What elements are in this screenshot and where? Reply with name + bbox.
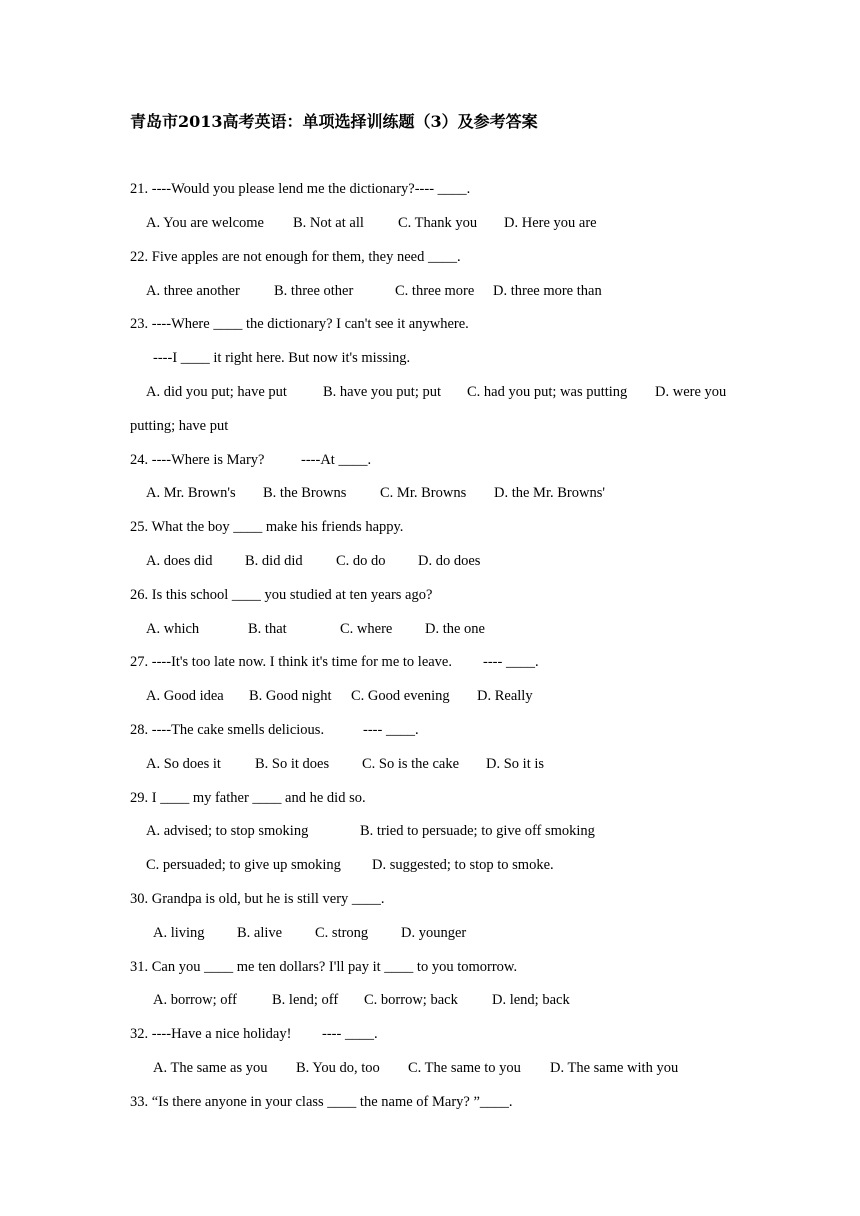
question-21-option-a: A. You are welcome bbox=[146, 215, 264, 231]
question-24-option-c: C. Mr. Browns bbox=[380, 485, 467, 501]
question-24-stem: 24. ----Where is Mary? bbox=[130, 452, 265, 468]
question-26-option-d: D. the one bbox=[425, 621, 485, 637]
question-25-stem: 25. What the boy ____ make his friends happy. bbox=[130, 519, 404, 535]
question-31-option-d: D. lend; back bbox=[492, 992, 570, 1008]
question-23-option-a: A. did you put; have put bbox=[146, 384, 287, 400]
question-27-stem: 27. ----It's too late now. I think it's time for me to leave. bbox=[130, 654, 452, 670]
question-22-option-a: A. three another bbox=[146, 283, 240, 299]
question-25-option-d: D. do does bbox=[418, 553, 481, 569]
question-27-option-c: C. Good evening bbox=[351, 688, 450, 704]
question-28-stem: 28. ----The cake smells delicious. bbox=[130, 722, 325, 738]
question-30-option-d: D. younger bbox=[401, 925, 467, 941]
question-24-stem-response: ----At ____. bbox=[301, 452, 372, 468]
question-23-option-d-continued: putting; have put bbox=[130, 418, 229, 434]
question-25-option-a: A. does did bbox=[146, 553, 213, 569]
question-28-option-a: A. So does it bbox=[146, 756, 221, 772]
question-29-option-d: D. suggested; to stop to smoke. bbox=[372, 857, 554, 873]
question-32-stem: 32. ----Have a nice holiday! bbox=[130, 1026, 292, 1042]
question-29-option-a: A. advised; to stop smoking bbox=[146, 823, 309, 839]
question-28-option-d: D. So it is bbox=[486, 756, 545, 772]
question-27-option-d: D. Really bbox=[477, 688, 533, 704]
question-25-option-b: B. did did bbox=[245, 553, 303, 569]
question-21-option-b: B. Not at all bbox=[293, 215, 364, 231]
question-28-option-b: B. So it does bbox=[255, 756, 330, 772]
question-24-option-a: A. Mr. Brown's bbox=[146, 485, 236, 501]
question-32-option-d: D. The same with you bbox=[550, 1060, 679, 1076]
question-27-option-a: A. Good idea bbox=[146, 688, 224, 704]
question-31-option-b: B. lend; off bbox=[272, 992, 339, 1008]
question-28-stem-response: ---- ____. bbox=[363, 722, 419, 738]
question-26-option-b: B. that bbox=[248, 621, 287, 637]
question-23-stem: 23. ----Where ____ the dictionary? I can't see it anywhere. bbox=[130, 316, 469, 332]
question-24-option-d: D. the Mr. Browns' bbox=[494, 485, 605, 501]
question-32-option-a: A. The same as you bbox=[153, 1060, 268, 1076]
question-21-option-c: C. Thank you bbox=[398, 215, 478, 231]
question-22-stem: 22. Five apples are not enough for them, they need ____. bbox=[130, 249, 461, 265]
question-28-option-c: C. So is the cake bbox=[362, 756, 460, 772]
question-32-stem-response: ---- ____. bbox=[322, 1026, 378, 1042]
question-27-stem-response: ---- ____. bbox=[483, 654, 539, 670]
document-title: 青岛市2013高考英语：单项选择训练题（3）及参考答案 bbox=[130, 112, 538, 131]
question-32-option-b: B. You do, too bbox=[296, 1060, 380, 1076]
question-30-stem: 30. Grandpa is old, but he is still very ____. bbox=[130, 891, 385, 907]
question-30-option-a: A. living bbox=[153, 925, 205, 941]
question-23-stem-response: ----I ____ it right here. But now it's missing. bbox=[153, 350, 411, 366]
question-22-option-c: C. three more bbox=[395, 283, 475, 299]
question-23-option-c: C. had you put; was putting bbox=[467, 384, 628, 400]
question-31-stem: 31. Can you ____ me ten dollars? I'll pay it ____ to you tomorrow. bbox=[130, 959, 518, 975]
question-31-option-c: C. borrow; back bbox=[364, 992, 458, 1008]
question-27-option-b: B. Good night bbox=[249, 688, 332, 704]
question-29-option-b: B. tried to persuade; to give off smoking bbox=[360, 823, 595, 839]
question-25-option-c: C. do do bbox=[336, 553, 386, 569]
question-31-option-a: A. borrow; off bbox=[153, 992, 237, 1008]
question-30-option-c: C. strong bbox=[315, 925, 369, 941]
question-29-option-c: C. persuaded; to give up smoking bbox=[146, 857, 341, 873]
question-26-option-a: A. which bbox=[146, 621, 200, 637]
question-30-option-b: B. alive bbox=[237, 925, 283, 941]
question-33-stem: 33. “Is there anyone in your class ____ the name of Mary? ”____. bbox=[130, 1094, 513, 1110]
question-22-option-b: B. three other bbox=[274, 283, 354, 299]
question-21-option-d: D. Here you are bbox=[504, 215, 597, 231]
question-32-option-c: C. The same to you bbox=[408, 1060, 521, 1076]
question-26-option-c: C. where bbox=[340, 621, 393, 637]
question-26-stem: 26. Is this school ____ you studied at ten years ago? bbox=[130, 587, 433, 603]
question-21-stem: 21. ----Would you please lend me the dictionary?---- ____. bbox=[130, 181, 471, 197]
question-22-option-d: D. three more than bbox=[493, 283, 602, 299]
question-23-option-b: B. have you put; put bbox=[323, 384, 442, 400]
question-23-option-d: D. were you bbox=[655, 384, 727, 400]
question-29-stem: 29. I ____ my father ____ and he did so. bbox=[130, 790, 366, 806]
question-24-option-b: B. the Browns bbox=[263, 485, 347, 501]
